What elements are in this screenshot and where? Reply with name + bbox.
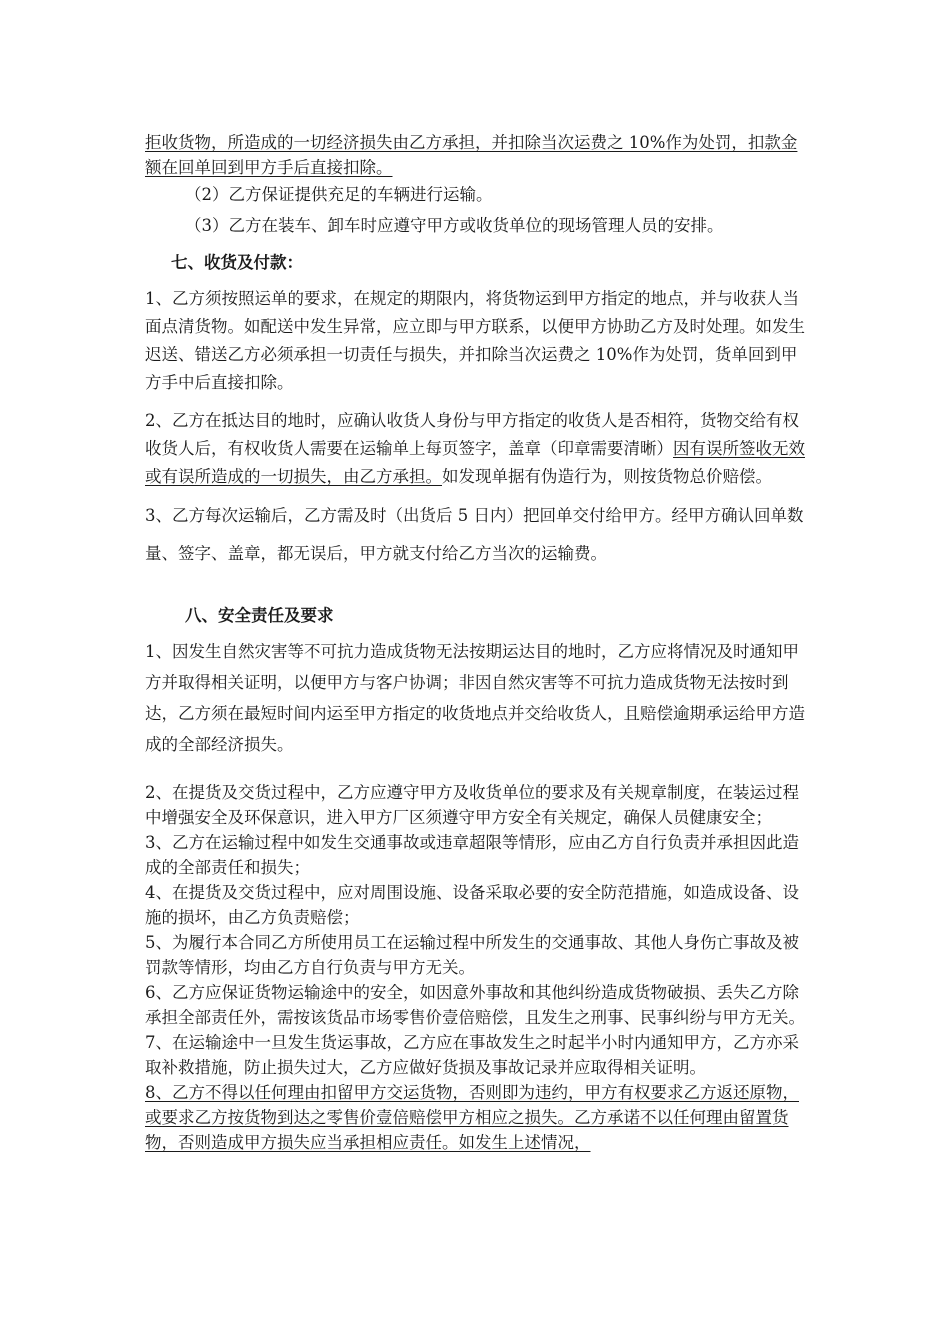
section-7-heading: 七、收货及付款：: [171, 253, 303, 272]
clause-6-3: （3）乙方在装车、卸车时应遵守甲方或收货单位的现场管理人员的安排。: [185, 216, 724, 235]
section-7-item-2-text: 2、乙方在抵达目的地时，应确认收货人身份与甲方指定的收货人是否相符，货物交给有权收货人后，有权收货人需要在运输单上每页签字，盖章（印章需要清晰）: [145, 411, 799, 458]
section-7-item-2-end: 如发现单据有伪造行为，则按货物总价赔偿。: [442, 467, 772, 486]
clause-6-2: （2）乙方保证提供充足的车辆进行运输。: [185, 185, 493, 204]
document-body: [145, 124, 810, 1155]
section-8-item-2: 2、在提货及交货过程中，乙方应遵守甲方及收货单位的要求及有关规章制度，在装运过程中增强安全及环保意识，进入甲方厂区须遵守甲方安全有关规定，确保人员健康安全；: [145, 783, 799, 827]
section-8-item-5: 5、为履行本合同乙方所使用员工在运输过程中所发生的交通事故、其他人身伤亡事故及被罚款等情形，均由乙方自行负责与甲方无关。: [145, 933, 799, 977]
section-8-heading: 八、安全责任及要求: [185, 606, 334, 625]
section-7-item-2: [145, 407, 810, 491]
section-7-item-3: 3、乙方每次运输后，乙方需及时（出货后 5 日内）把回单交付给甲方。经甲方确认回单数量、签字、盖章，都无误后，甲方就支付给乙方当次的运输费。: [145, 506, 804, 563]
section-7-item-1: 1、乙方须按照运单的要求，在规定的期限内，将货物运到甲方指定的地点，并与收获人当面点清货物。如配送中发生异常，应立即与甲方联系，以便甲方协助乙方及时处理。如发生迟送、错送乙方必须承担一切责任与损失，并扣除当次运费之 10%作为处罚，货单回到甲方手中后直接扣除。: [145, 289, 805, 392]
section-8-item-7: 7、在运输途中一旦发生货运事故，乙方应在事故发生之时起半小时内通知甲方，乙方亦采取补救措施，防止损失过大，乙方应做好货损及事故记录并应取得相关证明。: [145, 1033, 799, 1077]
clause-6-1-tail: 拒收货物，所造成的一切经济损失由乙方承担，并扣除当次运费之 10%作为处罚，扣款金额在回单回到甲方手后直接扣除。: [145, 133, 798, 177]
section-8-item-6: 6、乙方应保证货物运输途中的安全，如因意外事故和其他纠纷造成货物破损、丢失乙方除承担全部责任外，需按该货品市场零售价壹倍赔偿，且发生之刑事、民事纠纷与甲方无关。: [145, 983, 805, 1027]
section-8-item-3: 3、乙方在运输过程中如发生交通事故或违章超限等情形，应由乙方自行负责并承担因此造成的全部责任和损失；: [145, 833, 799, 877]
section-7-item-2-underlined: 因有误所签收无效或有误所造成的一切损失，由乙方承担。: [145, 439, 805, 486]
section-8-item-1: 1、因发生自然灾害等不可抗力造成货物无法按期运达目的地时，乙方应将情况及时通知甲方并取得相关证明，以便甲方与客户协调；非因自然灾害等不可抗力造成货物无法按时到达，乙方须在最短时间内运至甲方指定的收货地点并交给收货人，且赔偿逾期承运给甲方造成的全部经济损失。: [145, 642, 805, 754]
section-8-item-8: 8、乙方不得以任何理由扣留甲方交运货物，否则即为违约，甲方有权要求乙方返还原物，或要求乙方按货物到达之零售价壹倍赔偿甲方相应之损失。乙方承诺不以任何理由留置货物，否则造成甲方损失应当承担相应责任。如发生上述情况，: [145, 1083, 799, 1152]
section-8-item-4: 4、在提货及交货过程中，应对周围设施、设备采取必要的安全防范措施，如造成设备、设施的损坏，由乙方负责赔偿；: [145, 883, 799, 927]
